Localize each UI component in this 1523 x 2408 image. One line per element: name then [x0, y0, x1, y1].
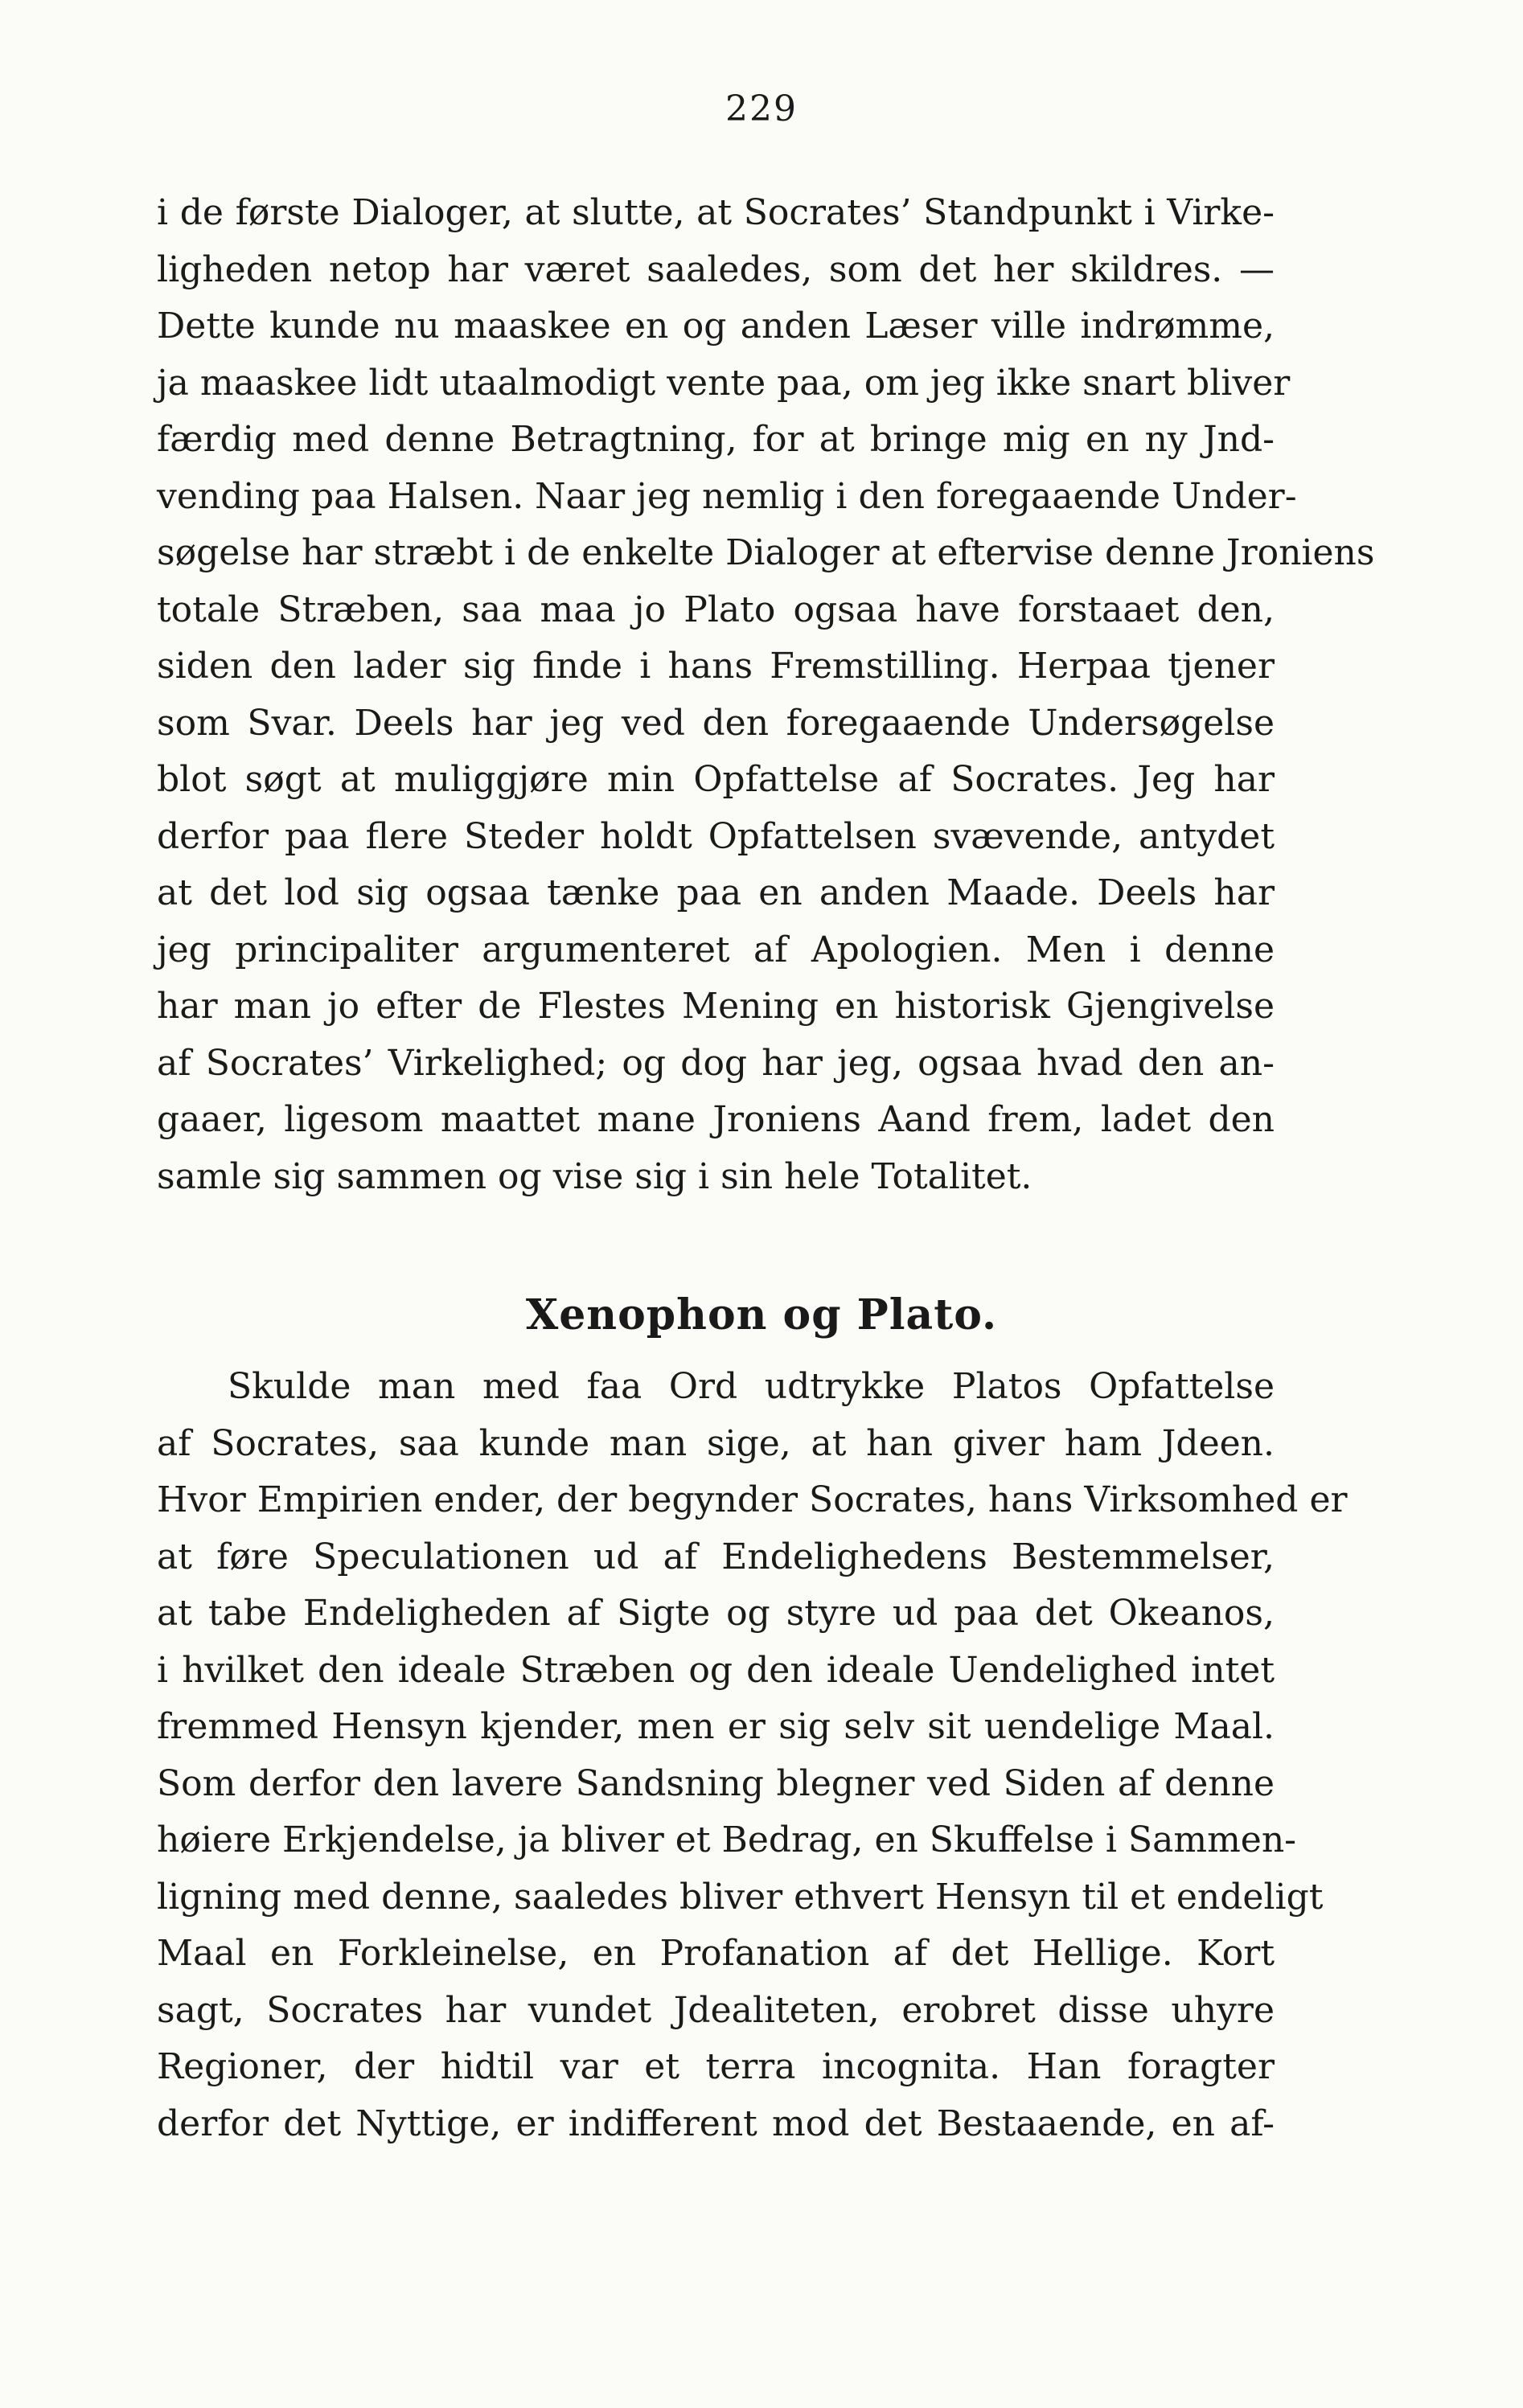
text-line: samle sig sammen og vise sig i sin hele Totalitet. [157, 1155, 1032, 1197]
text-line: af Socrates’ Virkelighed; og dog har jeg, ogsaa hvad den an- [157, 1042, 1275, 1084]
text-line: totale Stræben, saa maa jo Plato ogsaa have forstaaet den, [157, 589, 1275, 630]
text-line: gaaer, ligesom maattet mane Jroniens Aand frem, ladet den [157, 1099, 1275, 1140]
text-line: Hvor Empirien ender, der begynder Socrates, hans Virksomhed er [157, 1479, 1348, 1520]
paragraph [157, 1359, 1348, 2152]
text-line: derfor paa flere Steder holdt Opfattelsen svævende, antydet [157, 815, 1275, 857]
text-line: har man jo efter de Flestes Mening en historisk Gjengivelse [157, 986, 1275, 1027]
text-line: som Svar. Deels har jeg ved den foregaaende Undersøgelse [157, 702, 1275, 744]
text-line: derfor det Nyttige, er indifferent mod det Bestaaende, en af- [157, 2102, 1275, 2144]
paragraph-continuation [157, 185, 1375, 1205]
text-line: fremmed Hensyn kjender, men er sig selv sit uendelige Maal. [157, 1706, 1275, 1747]
text-line: høiere Erkjendelse, ja bliver et Bedrag, en Skuffelse i Sammen- [157, 1819, 1297, 1860]
text-line: blot søgt at muliggjøre min Opfattelse af Socrates. Jeg har [157, 759, 1275, 800]
text-line: at tabe Endeligheden af Sigte og styre ud paa det Okeanos, [157, 1593, 1275, 1634]
text-line: ja maaskee lidt utaalmodigt vente paa, om jeg ikke snart bliver [157, 362, 1291, 404]
text-line: Dette kunde nu maaskee en og anden Læser ville indrømme, [157, 306, 1275, 347]
text-line: siden den lader sig finde i hans Fremstilling. Herpaa tjener [157, 646, 1275, 687]
text-line: at det lod sig ogsaa tænke paa en anden Maade. Deels har [157, 872, 1275, 913]
text-line: sagt, Socrates har vundet Jdealiteten, erobret disse uhyre [157, 1989, 1275, 2031]
text-line: Som derfor den lavere Sandsning blegner ved Siden af denne [157, 1762, 1275, 1804]
text-line: Skulde man med faa Ord udtrykke Platos Opfattelse [228, 1366, 1275, 1407]
text-line: Maal en Forkleinelse, en Profanation af det Hellige. Kort [157, 1933, 1275, 1974]
text-line: vending paa Halsen. Naar jeg nemlig i den foregaaende Under- [157, 475, 1297, 517]
text-line: af Socrates, saa kunde man sige, at han giver ham Jdeen. [157, 1422, 1275, 1464]
text-line: i de første Dialoger, at slutte, at Socrates’ Standpunkt i Virke- [157, 192, 1275, 233]
text-line: i hvilket den ideale Stræben og den ideale Uendelighed intet [157, 1649, 1275, 1691]
text-line: ligheden netop har været saaledes, som det her skildres. — [157, 248, 1275, 290]
text-line: Regioner, der hidtil var et terra incognita. Han foragter [157, 2046, 1275, 2087]
text-line: ligning med denne, saaledes bliver ethvert Hensyn til et endeligt [157, 1876, 1324, 1918]
page-number: 229 [725, 88, 798, 129]
text-line: søgelse har stræbt i de enkelte Dialoger at eftervise denne Jroniens [157, 532, 1375, 573]
text-line: at føre Speculationen ud af Endelighedens Bestemmelser, [157, 1536, 1275, 1577]
section-heading: Xenophon og Plato. [525, 1290, 998, 1339]
text-line: jeg principaliter argumenteret af Apologien. Men i denne [157, 929, 1275, 970]
text-line: færdig med denne Betragtning, for at bringe mig en ny Jnd- [157, 419, 1275, 460]
